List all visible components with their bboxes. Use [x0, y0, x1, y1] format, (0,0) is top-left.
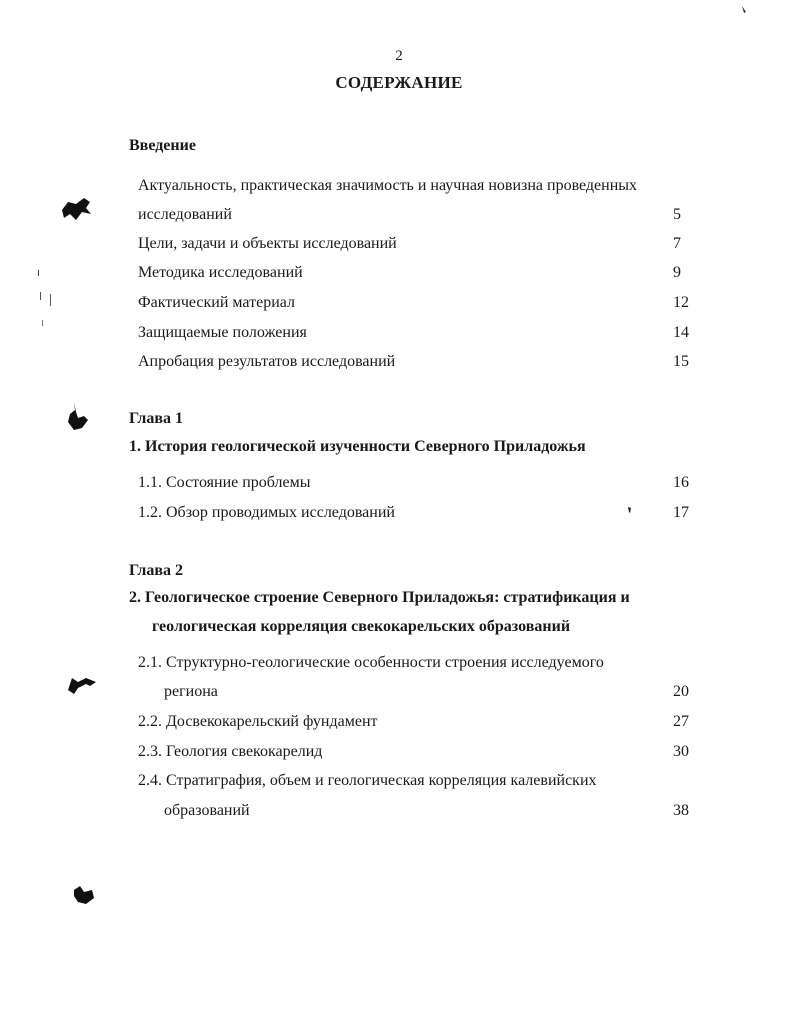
chapter2-heading: Глава 2 — [129, 562, 183, 579]
toc-page-number: 12 — [673, 294, 689, 311]
chapter2-title-line1: 2. Геологическое строение Северного Приладожья: стратификация и — [129, 589, 630, 606]
toc-page-number: 38 — [673, 802, 689, 819]
page-number: 2 — [395, 48, 403, 64]
toc-entry-2-2: 2.2. Досвекокарельский фундамент — [138, 713, 378, 730]
chapter2-title-line2: геологическая корреляция свекокарельских образований — [152, 618, 571, 635]
toc-entry-2-1-line2: региона — [164, 683, 218, 700]
page-title: СОДЕРЖАНИЕ — [335, 73, 463, 92]
toc-page-number: 20 — [673, 683, 689, 700]
toc-entry-goals: Цели, задачи и объекты исследований — [138, 235, 397, 252]
toc-entry-2-4-line1: 2.4. Стратиграфия, объем и геологическая корреляция калевийских — [138, 772, 597, 789]
toc-entry-2-4-line2: образований — [164, 802, 250, 819]
toc-entry-relevance-line1: Актуальность, практическая значимость и научная новизна проведенных — [138, 177, 638, 194]
toc-page-number: 17 — [673, 504, 689, 521]
ink-blot-icon — [64, 670, 100, 698]
scan-speck-icon — [626, 506, 634, 516]
toc-entry-approbation: Апробация результатов исследований — [138, 353, 396, 370]
toc-page-number: 16 — [673, 474, 689, 491]
toc-page-number: 7 — [673, 235, 681, 252]
toc-entry-material: Фактический материал — [138, 294, 295, 311]
ink-blot-icon — [68, 880, 98, 908]
toc-page-number: 5 — [673, 206, 681, 223]
toc-entry-1-1: 1.1. Состояние проблемы — [138, 474, 311, 491]
toc-entry-1-2: 1.2. Обзор проводимых исследований — [138, 504, 395, 521]
toc-entry-relevance-line2: исследований — [138, 206, 232, 223]
toc-entry-theses: Защищаемые положения — [138, 324, 307, 341]
scan-speck-icon — [36, 268, 60, 338]
toc-page-number: 30 — [673, 743, 689, 760]
ink-blot-icon — [58, 196, 94, 224]
toc-page-number: 15 — [673, 353, 689, 370]
toc-entry-2-3: 2.3. Геология свекокарелид — [138, 743, 323, 760]
intro-heading: Введение — [129, 137, 196, 154]
scan-speck-icon — [738, 4, 752, 18]
chapter1-title: 1. История геологической изученности Северного Приладожья — [129, 438, 586, 455]
toc-entry-2-1-line1: 2.1. Структурно-геологические особенности строения исследуемого — [138, 654, 604, 671]
toc-entry-method: Методика исследований — [138, 264, 303, 281]
chapter1-heading: Глава 1 — [129, 410, 183, 427]
ink-blot-icon — [62, 400, 92, 434]
toc-page-number: 14 — [673, 324, 689, 341]
toc-page-number: 9 — [673, 264, 681, 281]
toc-page-number: 27 — [673, 713, 689, 730]
